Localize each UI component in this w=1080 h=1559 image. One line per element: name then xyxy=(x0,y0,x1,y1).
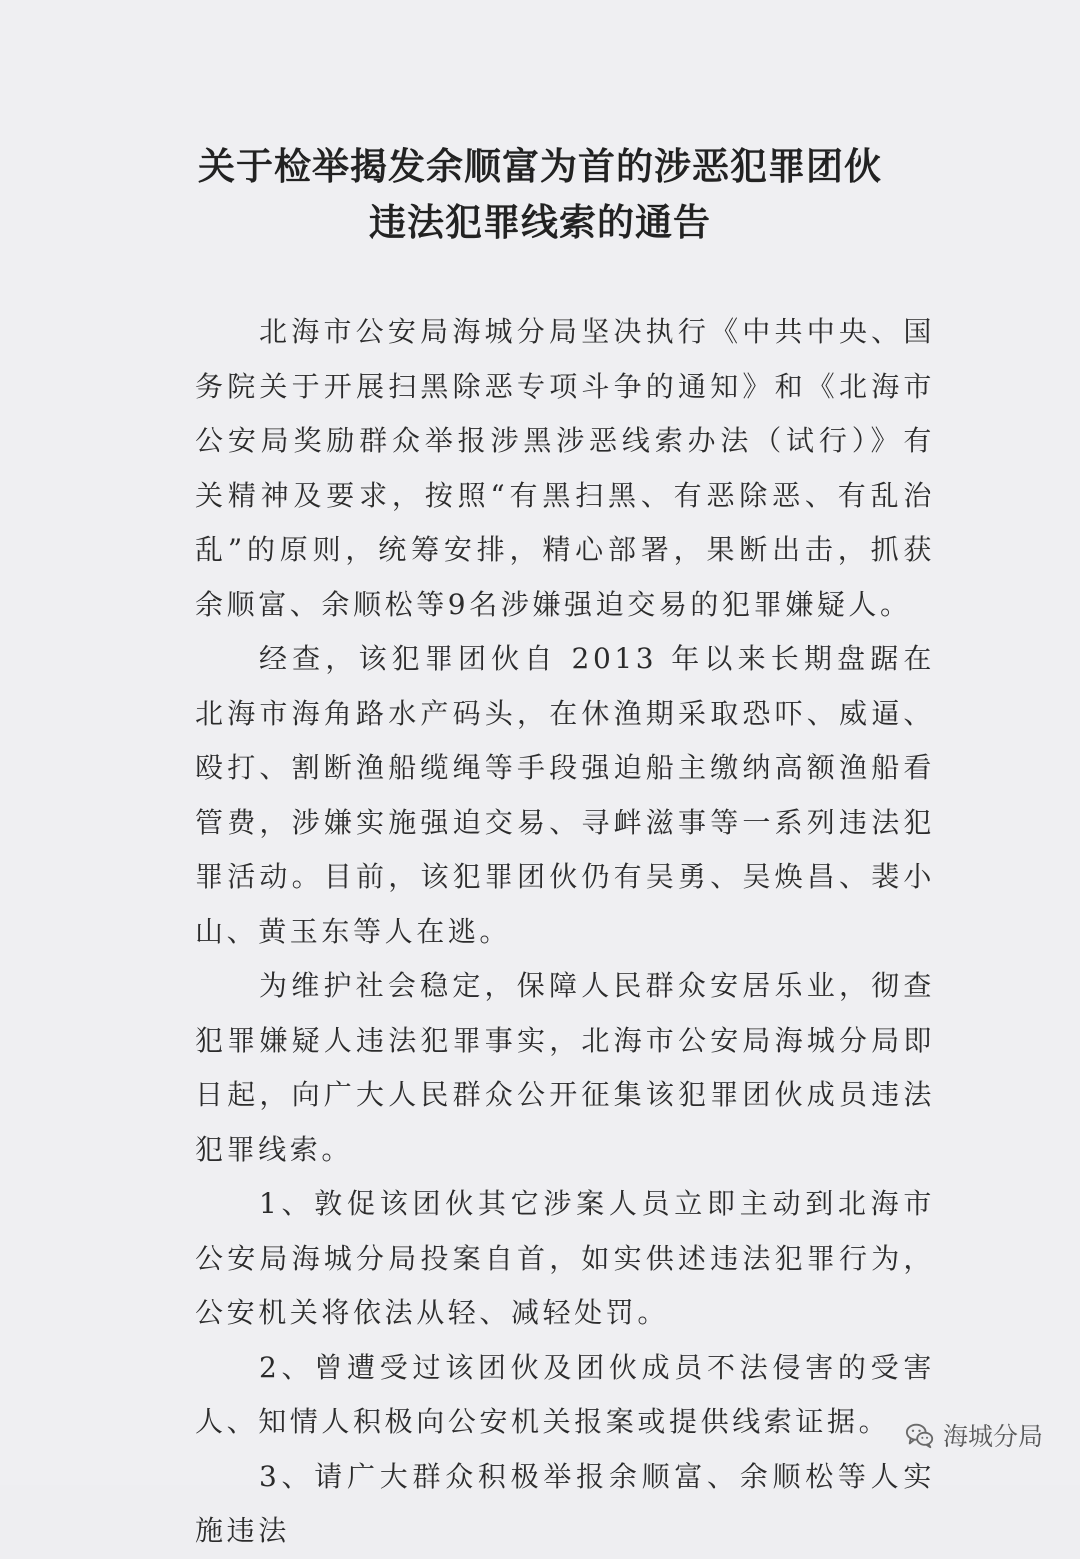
document-title-line-2: 违法犯罪线索的通告 xyxy=(369,200,711,244)
document-body xyxy=(195,305,935,1559)
paragraph-announcement: 为维护社会稳定，保障人民群众安居乐业，彻查犯罪嫌疑人违法犯罪事实，北海市公安局海城分局即日起，向广大人民群众公开征集该犯罪团伙成员违法犯罪线索。 xyxy=(195,969,935,1166)
paragraph-item-3: 3、请广大群众积极举报余顺富、余顺松等人实施违法 xyxy=(195,1459,935,1547)
wechat-icon xyxy=(905,1420,935,1450)
paragraph-item-1: 1、敦促该团伙其它涉案人员立即主动到北海市公安局海城分局投案自首，如实供述违法犯罪行为，公安机关将依法从轻、减轻处罚。 xyxy=(195,1187,935,1329)
document-title-line-1: 关于检举揭发余顺富为首的涉恶犯罪团伙 xyxy=(198,144,882,188)
wechat-watermark xyxy=(905,1417,1043,1453)
paragraph-intro: 北海市公安局海城分局坚决执行《中共中央、国务院关于开展扫黑除恶专项斗争的通知》和《北海市公安局奖励群众举报涉黑涉恶线索办法（试行）》有关精神及要求，按照“有黑扫黑、有恶除恶、有乱治乱”的原则，统筹安排，精心部署，果断出击，抓获余顺富、余顺松等9名涉嫌强迫交易的犯罪嫌疑人。 xyxy=(195,315,935,621)
paragraph-item-2: 2、曾遭受过该团伙及团伙成员不法侵害的受害人、知情人积极向公安机关报案或提供线索证据。 xyxy=(195,1350,935,1438)
paragraph-investigation: 经查，该犯罪团伙自 2013 年以来长期盘踞在北海市海角路水产码头，在休渔期采取恐吓、威逼、殴打、割断渔船缆绳等手段强迫船主缴纳高额渔船看管费，涉嫌实施强迫交易、寻衅滋事等一系列违法犯罪活动。目前，该犯罪团伙仍有吴勇、吴焕昌、裴小山、黄玉东等人在逃。 xyxy=(195,642,935,948)
watermark-label: 海城分局 xyxy=(943,1422,1044,1451)
